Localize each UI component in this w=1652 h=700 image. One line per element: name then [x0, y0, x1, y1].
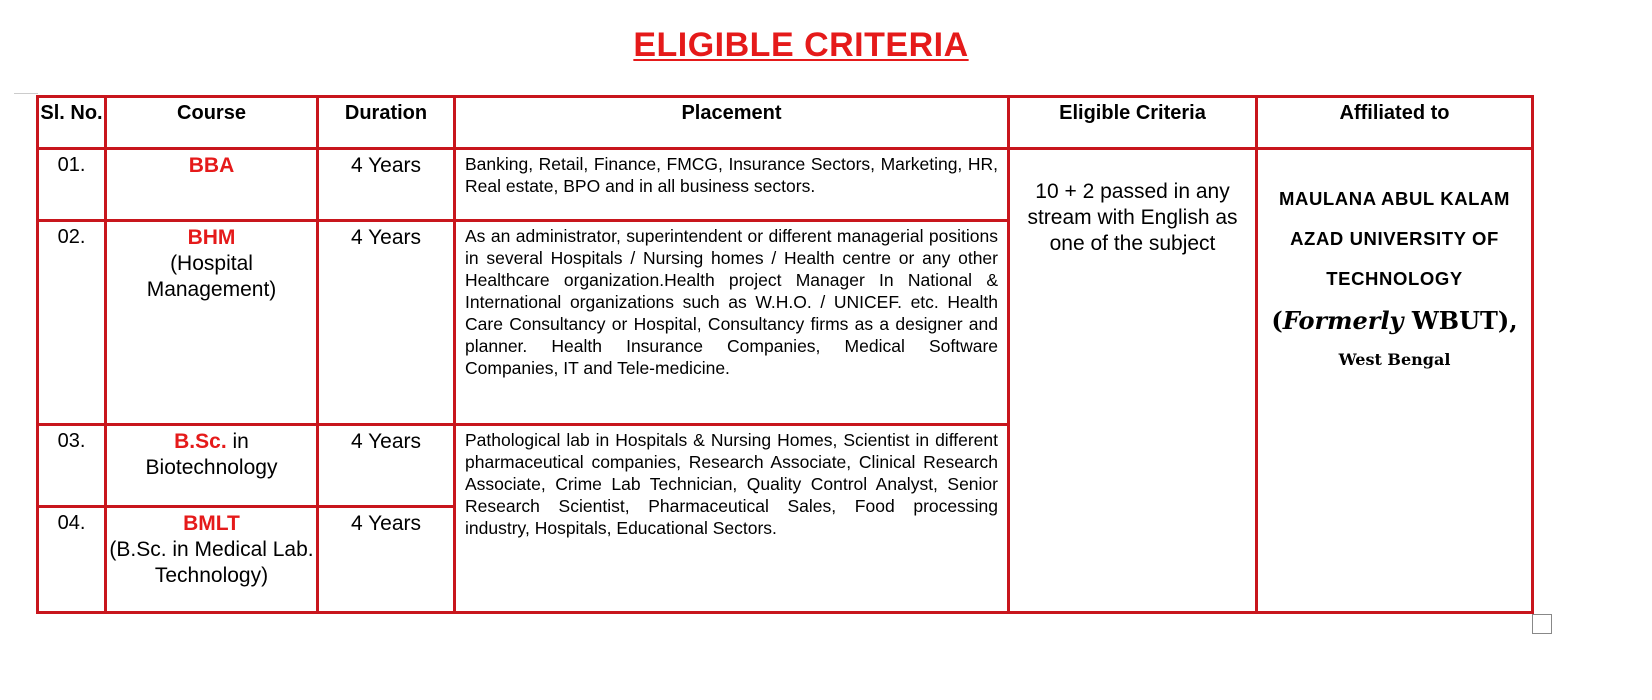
course-detail: (Hospital Management)	[146, 252, 277, 301]
criteria-table	[36, 95, 1534, 614]
affiliated-line-2: AZAD UNIVERSITY OF	[1290, 228, 1499, 249]
affiliated-line-3: TECHNOLOGY	[1326, 268, 1463, 289]
duration-cell: 4 Years	[318, 507, 455, 613]
course-cell	[106, 425, 318, 507]
table-row	[38, 149, 1533, 221]
duration-cell: 4 Years	[318, 425, 455, 507]
header-course-label: Course	[177, 102, 246, 124]
row-sl: 03.	[38, 425, 106, 507]
header-placement-label: Placement	[681, 102, 782, 124]
header-row	[38, 97, 1533, 149]
course-name: B.Sc.	[174, 430, 227, 453]
course-cell	[106, 507, 318, 613]
course-detail: (B.Sc. in Medical Lab. Technology)	[109, 538, 314, 587]
header-course	[106, 97, 318, 149]
affiliated-formerly	[1258, 299, 1531, 343]
placement-cell: Pathological lab in Hospitals & Nursing Homes, Scientist in different pharmaceutical companies, Research Associate, Clinical Research Associate, Crime Lab Technician, Quality Control Analyst, Senior Research Scientist, Pharmaceutical Sales, Food processing industry, Hospitals, Educational Sectors.	[455, 425, 1009, 613]
placement-cell: As an administrator, superintendent or different managerial positions in several Hospitals / Nursing homes / Health centre or any other Healthcare organization.Health project Manager In National & International organizations such as W.H.O. / UNICEF. etc. Health Care Consultancy or Hospital, Consultancy firms as a designer and planner. Health Insurance Companies, Medical Software Companies, IT and Tele-medicine.	[455, 221, 1009, 425]
eligible-criteria-cell: 10 + 2 passed in any stream with English as one of the subject	[1009, 149, 1257, 613]
affiliated-line-1: MAULANA ABUL KALAM	[1278, 188, 1511, 209]
corner-handle	[1532, 614, 1552, 634]
header-affiliated	[1257, 97, 1533, 149]
affiliated-cell	[1257, 149, 1533, 613]
margin-mark	[14, 93, 38, 94]
row-sl: 01.	[38, 149, 106, 221]
placement-cell: Banking, Retail, Finance, FMCG, Insurance Sectors, Marketing, HR, Real estate, BPO and in all business sectors.	[455, 149, 1009, 221]
course-detail: Biotechnology	[145, 456, 278, 479]
row-sl: 02.	[38, 221, 106, 425]
header-affiliated-label: Affiliated to	[1339, 102, 1450, 124]
header-eligible	[1009, 97, 1257, 149]
course-suffix: in	[226, 430, 249, 453]
course-name: BBA	[188, 154, 235, 177]
header-eligible-label: Eligible Criteria	[1059, 102, 1206, 124]
duration-cell: 4 Years	[318, 221, 455, 425]
course-name: BMLT	[183, 512, 240, 535]
header-sl	[38, 97, 106, 149]
affiliated-state: West Bengal	[1338, 350, 1451, 369]
page-title: ELIGIBLE CRITERIA	[633, 26, 969, 64]
row-sl: 04.	[38, 507, 106, 613]
course-cell	[106, 149, 318, 221]
course-cell	[106, 221, 318, 425]
formerly-open: (	[1271, 306, 1283, 335]
header-duration	[318, 97, 455, 149]
formerly-word: Formerly	[1282, 306, 1404, 335]
header-duration-label: Duration	[344, 102, 428, 124]
header-sl-label: Sl. No.	[40, 102, 103, 124]
header-placement	[455, 97, 1009, 149]
formerly-rest: WBUT),	[1403, 306, 1518, 335]
course-name: BHM	[187, 226, 236, 249]
duration-cell: 4 Years	[318, 149, 455, 221]
